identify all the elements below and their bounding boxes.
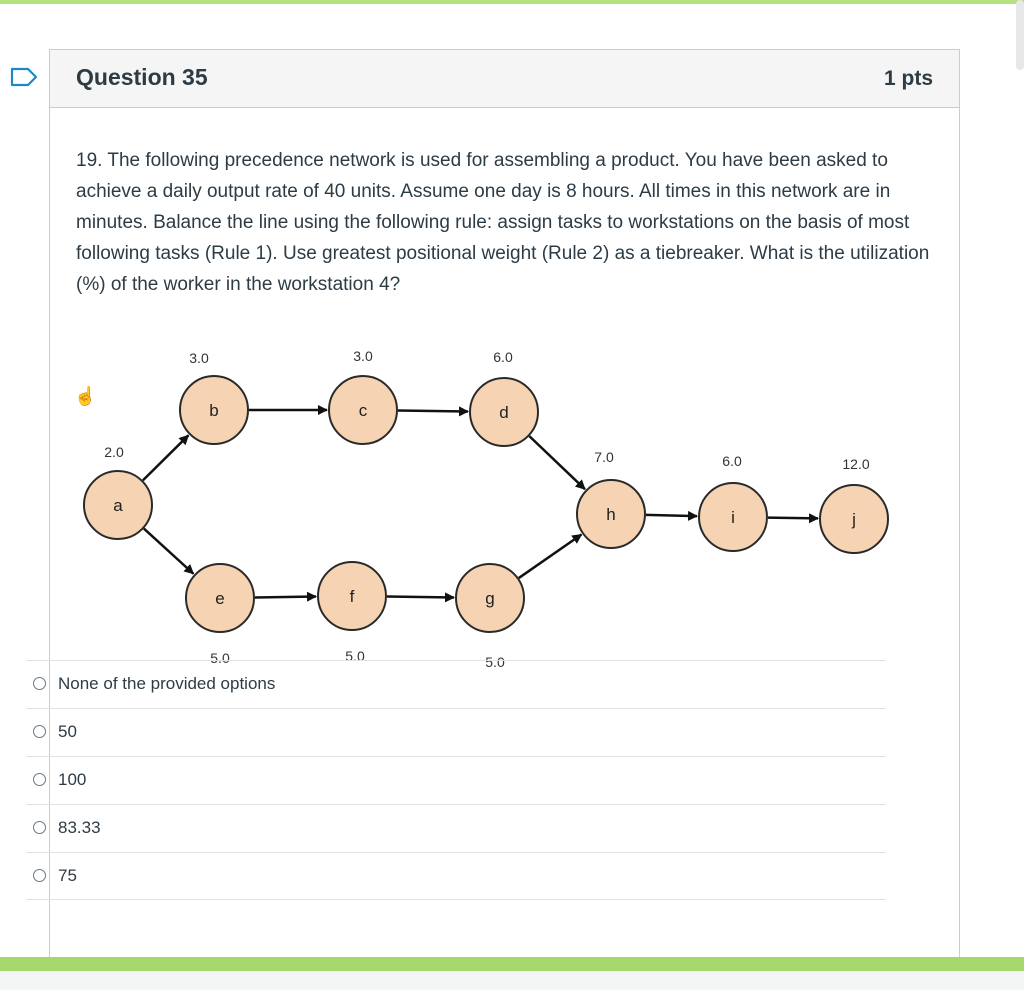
radio-button[interactable] — [33, 773, 46, 786]
time-label-h: 7.0 — [594, 449, 614, 465]
time-label-j: 12.0 — [842, 456, 870, 472]
node-f — [318, 562, 386, 630]
edge-h-i — [646, 515, 697, 516]
answer-option[interactable] — [26, 756, 886, 804]
precedence-network-diagram — [66, 340, 906, 680]
node-label-c: c — [358, 401, 368, 420]
node-label-j: j — [852, 510, 856, 529]
time-label-f: 5.0 — [345, 648, 365, 664]
bottom-bar — [0, 971, 1024, 990]
node-c — [329, 376, 397, 444]
scrollbar-thumb[interactable] — [1016, 0, 1024, 70]
node-label-b: b — [209, 401, 219, 420]
question-title: Question 35 — [76, 64, 208, 90]
node-label-g: g — [485, 589, 495, 608]
node-label-f: f — [349, 587, 355, 606]
answer-label: None of the provided options — [58, 674, 276, 693]
question-text: 19. The following precedence network is used for assembling a product. You have been asked to achieve a daily output rate of 40 units. Assume one day is 8 hours. All times in this network are in minutes. Balance the line using the following rule: assign tasks to workstations on the basis of most following tasks (Rule 1). Use greatest positional weight (Rule 2) as a tiebreaker. What is the utilization (%) of the worker in the workstation 4? — [76, 150, 930, 295]
answer-label: 50 — [58, 722, 77, 741]
time-label-d: 6.0 — [493, 349, 513, 365]
edge-i-j — [768, 518, 818, 519]
node-e — [186, 564, 254, 632]
node-d — [470, 378, 538, 446]
node-label-i: i — [731, 508, 735, 527]
answer-label: 83.33 — [58, 818, 101, 837]
edge-a-b — [143, 435, 189, 480]
node-b — [180, 376, 248, 444]
time-label-e: 5.0 — [210, 650, 230, 666]
answer-label: 75 — [58, 866, 77, 885]
edge-c-d — [398, 410, 468, 411]
time-label-c: 3.0 — [353, 348, 373, 364]
node-label-e: e — [215, 589, 225, 608]
bottom-accent-stripe — [0, 957, 1024, 971]
hand-cursor-icon: ☝ — [74, 386, 97, 406]
question-points: 1 pts — [883, 67, 933, 90]
answer-option[interactable] — [26, 804, 886, 852]
node-label-h: h — [606, 505, 616, 524]
time-label-i: 6.0 — [722, 453, 742, 469]
question-header — [50, 50, 959, 108]
node-label-a: a — [113, 496, 123, 515]
radio-button[interactable] — [33, 725, 46, 738]
time-label-a: 2.0 — [104, 444, 124, 460]
edge-e-f — [255, 597, 316, 598]
edge-d-h — [529, 436, 585, 489]
node-a — [84, 471, 152, 539]
answer-list — [26, 660, 886, 900]
flag-question-icon[interactable] — [9, 66, 39, 88]
node-label-d: d — [499, 403, 509, 422]
edge-g-h — [519, 535, 582, 579]
radio-button[interactable] — [33, 821, 46, 834]
time-label-g: 5.0 — [485, 654, 505, 670]
node-g — [456, 564, 524, 632]
radio-button[interactable] — [33, 869, 46, 882]
edge-a-e — [144, 529, 194, 574]
answer-option[interactable] — [26, 852, 886, 900]
time-label-b: 3.0 — [189, 350, 209, 366]
node-j — [820, 485, 888, 553]
edge-f-g — [387, 597, 454, 598]
answer-option[interactable] — [26, 708, 886, 756]
answer-option[interactable] — [26, 660, 886, 708]
answer-label: 100 — [58, 770, 87, 789]
node-i — [699, 483, 767, 551]
radio-button[interactable] — [33, 677, 46, 690]
node-h — [577, 480, 645, 548]
top-accent-stripe — [0, 0, 1024, 4]
